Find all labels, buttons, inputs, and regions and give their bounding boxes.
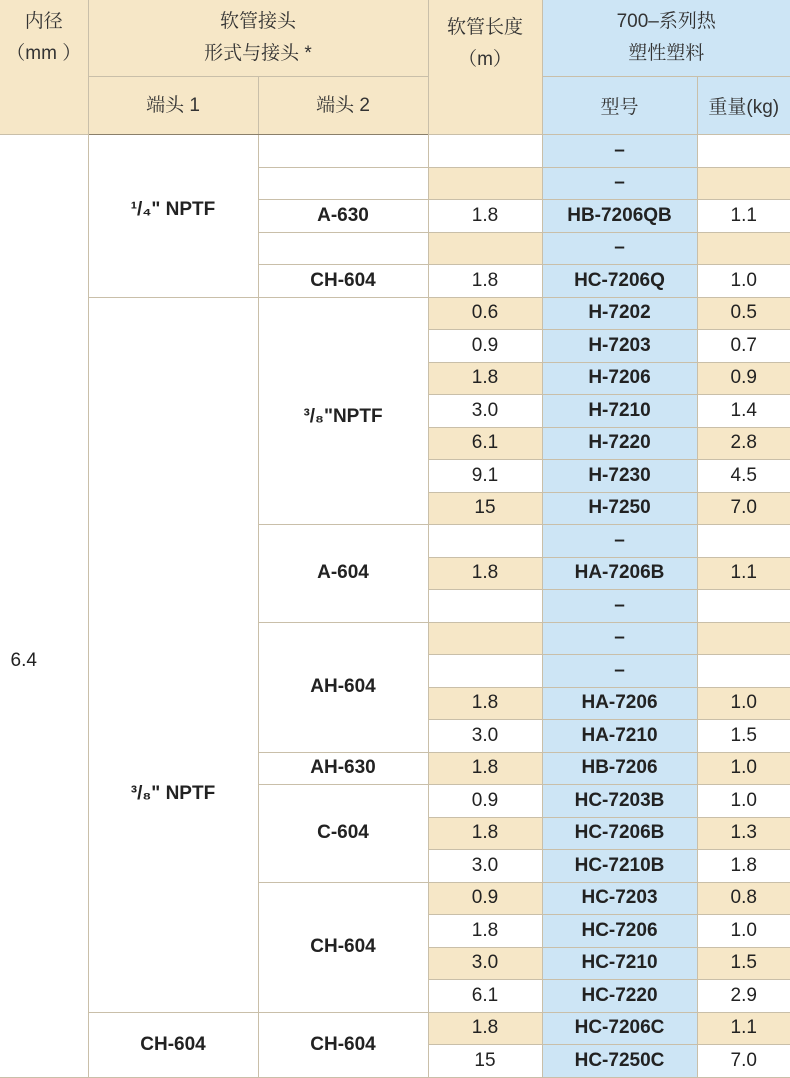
- hose-length-cell: [428, 525, 542, 558]
- series-header: 700–系列热 塑性塑料: [542, 0, 790, 77]
- hose-length-cell: 1.8: [428, 817, 542, 850]
- model-cell: –: [542, 590, 697, 623]
- end2-fitting: CH-604: [258, 265, 428, 298]
- end2-fitting: C-604: [258, 785, 428, 883]
- hose-length-cell: 1.8: [428, 1012, 542, 1045]
- weight-cell: 1.1: [697, 1012, 790, 1045]
- model-cell: HC-7210: [542, 947, 697, 980]
- weight-cell: [697, 590, 790, 623]
- weight-cell: 1.3: [697, 817, 790, 850]
- model-cell: HA-7206B: [542, 557, 697, 590]
- table-row: [0, 135, 790, 168]
- weight-cell: 1.0: [697, 785, 790, 818]
- weight-cell: 1.0: [697, 687, 790, 720]
- weight-cell: [697, 655, 790, 688]
- inner-diameter-value: 6.4: [0, 135, 88, 1078]
- model-cell: HC-7206: [542, 915, 697, 948]
- weight-cell: 1.0: [697, 265, 790, 298]
- model-cell: HB-7206QB: [542, 200, 697, 233]
- model-cell: HC-7220: [542, 980, 697, 1013]
- hose-length-cell: 0.6: [428, 297, 542, 330]
- hose-length-cell: 1.8: [428, 200, 542, 233]
- weight-cell: 1.0: [697, 752, 790, 785]
- hose-length-cell: [428, 655, 542, 688]
- end1-fitting: CH-604: [88, 1012, 258, 1077]
- hose-length-cell: 1.8: [428, 915, 542, 948]
- weight-cell: 0.8: [697, 882, 790, 915]
- end2-fitting: CH-604: [258, 882, 428, 1012]
- end1-fitting: ¹/₄" NPTF: [88, 135, 258, 298]
- hose-length-cell: 15: [428, 1045, 542, 1078]
- model-cell: H-7210: [542, 395, 697, 428]
- hose-length-cell: 0.9: [428, 882, 542, 915]
- model-cell: HC-7206B: [542, 817, 697, 850]
- hose-length-cell: 0.9: [428, 330, 542, 363]
- model-cell: –: [542, 167, 697, 200]
- weight-cell: 1.0: [697, 915, 790, 948]
- weight-cell: 0.5: [697, 297, 790, 330]
- model-cell: HC-7203: [542, 882, 697, 915]
- hose-length-cell: [428, 590, 542, 623]
- end2-fitting: [258, 167, 428, 200]
- weight-header: 重量(kg): [697, 77, 790, 135]
- hose-length-cell: 1.8: [428, 362, 542, 395]
- weight-cell: 7.0: [697, 492, 790, 525]
- end2-fitting: A-604: [258, 525, 428, 623]
- model-header: 型号: [542, 77, 697, 135]
- model-cell: –: [542, 655, 697, 688]
- end2-fitting: AH-604: [258, 622, 428, 752]
- weight-cell: 1.5: [697, 947, 790, 980]
- model-cell: HC-7250C: [542, 1045, 697, 1078]
- end2-header: 端头 2: [258, 77, 428, 135]
- weight-cell: 1.4: [697, 395, 790, 428]
- weight-cell: 0.7: [697, 330, 790, 363]
- hose-length-cell: 6.1: [428, 427, 542, 460]
- weight-cell: [697, 622, 790, 655]
- model-cell: H-7220: [542, 427, 697, 460]
- weight-cell: 1.8: [697, 850, 790, 883]
- end2-fitting: ³/₈"NPTF: [258, 297, 428, 525]
- hose-length-cell: 1.8: [428, 557, 542, 590]
- model-cell: HC-7206Q: [542, 265, 697, 298]
- end1-header: 端头 1: [88, 77, 258, 135]
- model-cell: HC-7203B: [542, 785, 697, 818]
- weight-cell: 7.0: [697, 1045, 790, 1078]
- model-cell: H-7250: [542, 492, 697, 525]
- table-row: [0, 1012, 790, 1045]
- weight-cell: [697, 167, 790, 200]
- hose-length-cell: [428, 135, 542, 168]
- hose-length-cell: 9.1: [428, 460, 542, 493]
- model-cell: HC-7210B: [542, 850, 697, 883]
- hose-length-cell: 1.8: [428, 752, 542, 785]
- hose-length-cell: 3.0: [428, 947, 542, 980]
- hose-length-cell: [428, 167, 542, 200]
- model-cell: H-7206: [542, 362, 697, 395]
- weight-cell: 2.9: [697, 980, 790, 1013]
- hose-length-cell: [428, 232, 542, 265]
- weight-cell: [697, 232, 790, 265]
- weight-cell: 1.5: [697, 720, 790, 753]
- hose-length-cell: 0.9: [428, 785, 542, 818]
- model-cell: –: [542, 135, 697, 168]
- hose-length-cell: [428, 622, 542, 655]
- hose-length-cell: 1.8: [428, 265, 542, 298]
- model-cell: HB-7206: [542, 752, 697, 785]
- inner-diameter-header: 内径 （mm ）: [0, 0, 88, 135]
- weight-cell: 2.8: [697, 427, 790, 460]
- weight-cell: 4.5: [697, 460, 790, 493]
- weight-cell: 0.9: [697, 362, 790, 395]
- model-cell: HC-7206C: [542, 1012, 697, 1045]
- weight-cell: [697, 525, 790, 558]
- hose-length-header: 软管长度 （m）: [428, 0, 542, 135]
- model-cell: –: [542, 525, 697, 558]
- fitting-type-header: 软管接头 形式与接头 *: [88, 0, 428, 77]
- model-cell: HA-7206: [542, 687, 697, 720]
- end2-fitting: [258, 232, 428, 265]
- end1-fitting: ³/₈" NPTF: [88, 297, 258, 1012]
- model-cell: H-7203: [542, 330, 697, 363]
- end2-fitting: CH-604: [258, 1012, 428, 1077]
- hose-length-cell: 1.8: [428, 687, 542, 720]
- model-cell: –: [542, 232, 697, 265]
- model-cell: H-7202: [542, 297, 697, 330]
- weight-cell: 1.1: [697, 200, 790, 233]
- end2-fitting: [258, 135, 428, 168]
- weight-cell: [697, 135, 790, 168]
- model-cell: H-7230: [542, 460, 697, 493]
- hose-length-cell: 3.0: [428, 720, 542, 753]
- model-cell: HA-7210: [542, 720, 697, 753]
- end2-fitting: A-630: [258, 200, 428, 233]
- model-cell: –: [542, 622, 697, 655]
- end2-fitting: AH-630: [258, 752, 428, 785]
- hose-length-cell: 3.0: [428, 850, 542, 883]
- hose-length-cell: 3.0: [428, 395, 542, 428]
- hose-length-cell: 15: [428, 492, 542, 525]
- table-row: [0, 297, 790, 330]
- hose-length-cell: 6.1: [428, 980, 542, 1013]
- weight-cell: 1.1: [697, 557, 790, 590]
